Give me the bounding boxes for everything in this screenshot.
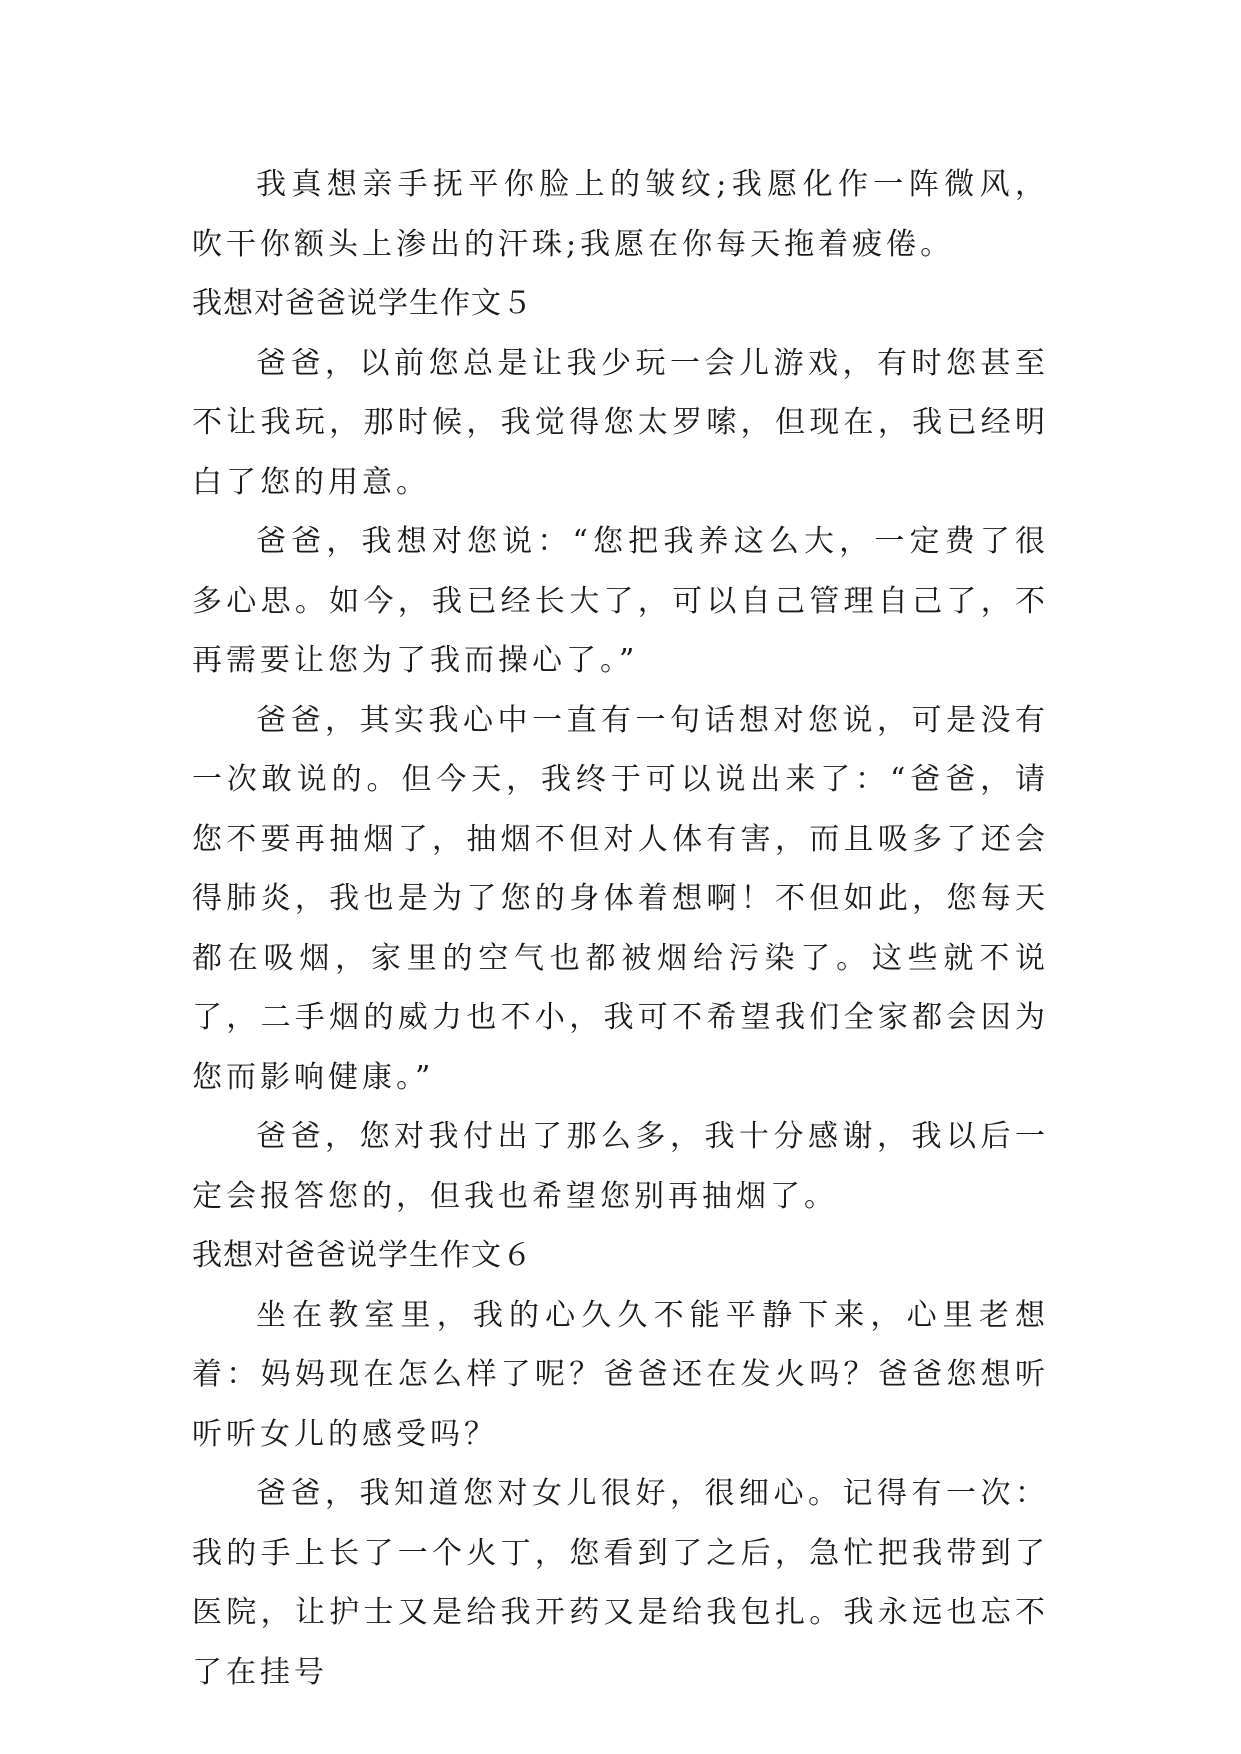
paragraph: 爸爸，以前您总是让我少玩一会儿游戏，有时您甚至不让我玩，那时候，我觉得您太罗嗦，但现在，我已经明白了您的用意。 — [192, 345, 1049, 500]
paragraph: 爸爸，我知道您对女儿很好，很细心。记得有一次：我的手上长了一个火丁，您看到了之后，急忙把我带到了医院，让护士又是给我开药又是给我包扎。我永远也忘不了在挂号 — [192, 1476, 1049, 1690]
paragraph: 爸爸，其实我心中一直有一句话想对您说，可是没有一次敢说的。但今天，我终于可以说出来了：“爸爸，请您不要再抽烟了，抽烟不但对人体有害，而且吸多了还会得肺炎，我也是为了您的身体着想啊！不但如此，您每天都在吸烟，家里的空气也都被烟给污染了。这些就不说了，二手烟的威力也不小，我可不希望我们全家都会因为您而影响健康。” — [192, 702, 1049, 1095]
document-page — [192, 155, 1049, 1702]
section-heading: 我想对爸爸说学生作文５ — [192, 286, 533, 321]
section-heading: 我想对爸爸说学生作文６ — [192, 1238, 533, 1273]
paragraph: 坐在教室里，我的心久久不能平静下来，心里老想着：妈妈现在怎么样了呢？爸爸还在发火吗？爸爸您想听听听女儿的感受吗？ — [192, 1297, 1049, 1452]
paragraph: 爸爸，我想对您说：“您把我养这么大，一定费了很多心思。如今，我已经长大了，可以自己管理自己了，不再需要让您为了我而操心了。” — [192, 524, 1049, 678]
paragraph: 我真想亲手抚平你脸上的皱纹;我愿化作一阵微风，吹干你额头上渗出的汗珠;我愿在你每天拖着疲倦。 — [192, 167, 1049, 262]
paragraph: 爸爸，您对我付出了那么多，我十分感谢，我以后一定会报答您的，但我也希望您别再抽烟了。 — [192, 1119, 1049, 1214]
